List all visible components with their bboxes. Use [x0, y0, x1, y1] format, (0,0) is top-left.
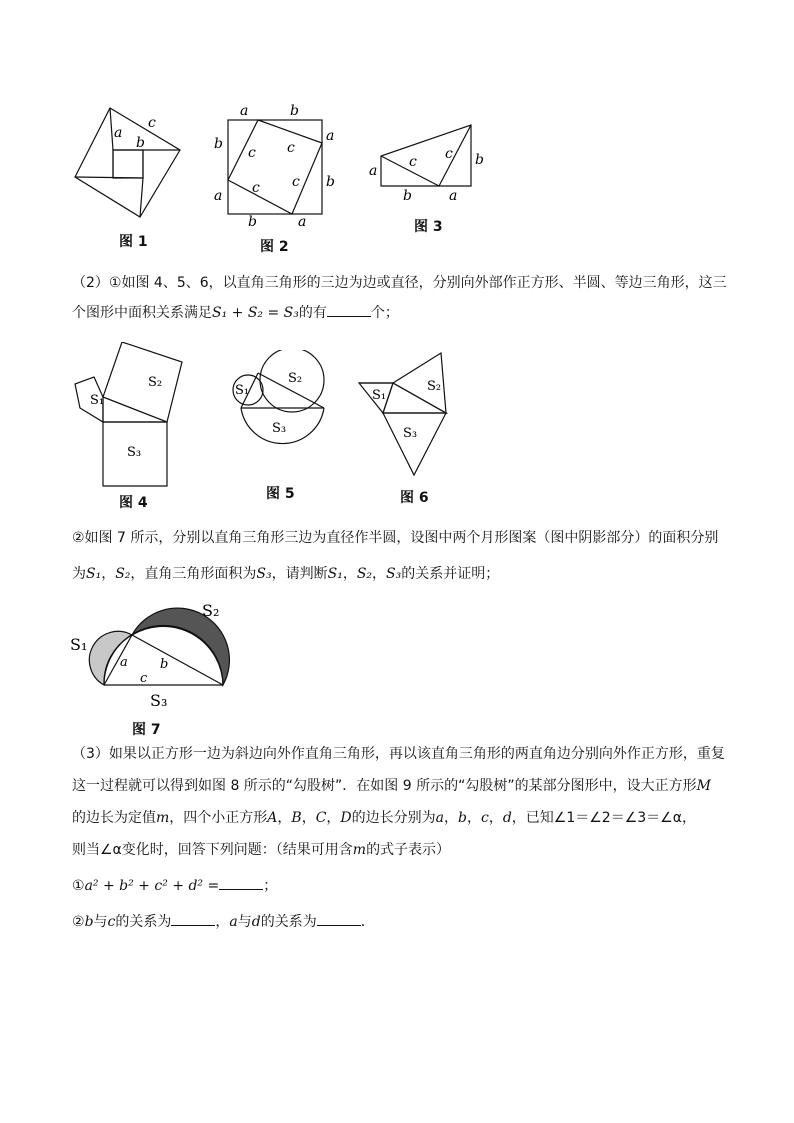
q2-line2-pre: 个图形中面积关系满足: [72, 305, 212, 321]
q2-line2-post: 的有: [298, 305, 327, 321]
q2-answer-blank[interactable]: [327, 304, 371, 317]
fig2-label-c4: c: [292, 174, 300, 190]
q3-line3-d: ，已知∠1＝∠2＝∠3＝∠α，: [511, 810, 696, 826]
q3-sub2-f: ，: [215, 914, 230, 930]
fig2-label-c3: c: [252, 180, 260, 196]
fig7-label-b: b: [160, 657, 169, 672]
fig2-label-right-b: b: [326, 174, 335, 190]
fig2-label-c2: c: [287, 140, 295, 156]
fig5-label-s2: S₂: [288, 371, 303, 386]
q2b-line2-c: ，请判断: [271, 566, 328, 582]
q2b-line2: [72, 564, 499, 584]
fig7-label-s1: S₁: [70, 635, 88, 654]
fig4-label-s3: S₃: [127, 445, 142, 460]
q2b-s3b: S₃: [386, 566, 402, 582]
fig7-label-s2: S₂: [202, 601, 220, 620]
q3-sub1-end: ；: [263, 878, 278, 894]
fig5-caption: 图 5: [266, 486, 295, 502]
fig2-label-left-b: b: [214, 136, 223, 152]
q3-sub2-g: a: [229, 914, 238, 930]
q3-var-M: M: [696, 778, 711, 794]
q3-sub2-a: ②: [72, 914, 85, 930]
q2b-line2-d: 的关系并证明；: [401, 566, 500, 582]
fig2-label-top-b: b: [290, 103, 299, 119]
fig1-label-a: a: [114, 125, 123, 141]
q3-line2-text: 这一过程就可以得到如图 8 所示的“勾股树”．在如图 9 所示的“勾股树”的某部分图形中，设大正方形: [72, 778, 697, 794]
q3-sub2-blank1[interactable]: [171, 913, 215, 926]
fig2-label-top-a: a: [240, 103, 249, 119]
q2b-s1: S₁: [86, 566, 102, 582]
q2-line2-end: 个；: [370, 305, 399, 321]
q3-line4: [72, 840, 450, 860]
fig3-label-c1: c: [409, 154, 417, 170]
q2b-s1b: S₁: [327, 566, 343, 582]
q3-line1: （3）如果以正方形一边为斜边向外作直角三角形，再以该直角三角形的两直角边分别向外作正方形，重复: [72, 746, 725, 762]
q3-sub2-c: 与: [93, 914, 108, 930]
q2b-line2-a: 为: [72, 566, 86, 582]
q3-sub2-e: 的关系为: [115, 914, 172, 930]
fig3-label-bottom-a: a: [449, 188, 458, 204]
q3-line4-text: 则当∠α变化时，回答下列问题：（结果可用含: [72, 842, 353, 858]
q3-var-D: D: [340, 810, 352, 826]
q2b-sep1: ，: [101, 566, 116, 582]
fig3-label-bottom-b: b: [403, 188, 412, 204]
q2-formula: S₁ + S₂ = S₃: [212, 305, 299, 321]
q3-sub1-formula: a² + b² + c² + d² =: [84, 878, 220, 894]
q3-line3: 的边长为定值m，四个小正方形A，B，C，D的边长分别为a，b，c，d，已知∠1＝∠2＝∠3＝∠α，: [72, 810, 696, 826]
q3-var-B: B: [291, 810, 302, 826]
fig6-label-s3: S₃: [403, 426, 418, 441]
q3-line4-m: m: [352, 842, 367, 858]
q2b-sep3: ，: [372, 566, 387, 582]
figure-2: [208, 100, 348, 230]
q3-line3-c: 的边长分别为: [351, 810, 436, 826]
fig7-caption: 图 7: [132, 722, 161, 738]
q2b-s2b: S₂: [356, 566, 373, 582]
q3-line3-a: 的边长为定值: [72, 810, 156, 826]
fig4-label-s1: S₁: [90, 393, 105, 408]
fig1-caption: 图 1: [119, 234, 148, 250]
fig2-label-left-a: a: [214, 188, 223, 204]
fig7-label-a: a: [120, 655, 128, 670]
q2-line1: （2）①如图 4、5、6，以直角三角形的三边为边或直径，分别向外部作正方形、半圆、等边三角形，这三: [72, 275, 727, 291]
q3-sub2-blank2[interactable]: [317, 913, 361, 926]
q2b-line1: ②如图 7 所示，分别以直角三角形三边为直径作半圆，设图中两个月形图案（图中阴影部分）的面积分别: [72, 530, 719, 546]
fig3-label-c2: c: [445, 146, 453, 162]
fig1-label-c: c: [148, 115, 156, 131]
fig2-label-right-a: a: [326, 128, 335, 144]
fig3-label-right-b: b: [475, 152, 484, 168]
figure-3: [363, 118, 493, 208]
q3-sub2-d: c: [107, 914, 116, 930]
fig6-label-s1: S₁: [372, 388, 387, 403]
q3-line2: [72, 776, 711, 796]
q3-var-C: C: [315, 810, 327, 826]
fig2-label-bottom-a: a: [298, 214, 307, 230]
figure-6: [356, 350, 456, 480]
fig7-label-c: c: [140, 671, 148, 686]
fig4-caption: 图 4: [119, 495, 148, 511]
q3-var-m: m: [156, 810, 170, 826]
q2b-s3: S₃: [256, 566, 272, 582]
q3-sub2-b: b: [84, 914, 94, 930]
q3-var-c: c: [480, 810, 489, 826]
q3-sub1: [72, 876, 277, 896]
figure-1: [70, 105, 185, 220]
fig7-label-s3: S₃: [150, 691, 168, 710]
q3-var-d: d: [502, 810, 512, 826]
fig3-label-left-a: a: [369, 163, 378, 179]
fig2-label-bottom-b: b: [248, 214, 257, 230]
q3-sub2-k: ．: [360, 914, 375, 930]
fig5-label-s3: S₃: [272, 421, 287, 436]
fig4-label-s2: S₂: [148, 375, 163, 390]
fig3-caption: 图 3: [414, 219, 443, 235]
fig6-caption: 图 6: [400, 490, 429, 506]
fig2-caption: 图 2: [260, 239, 289, 255]
q3-sub2-h: 与: [237, 914, 252, 930]
fig5-label-s1: S₁: [235, 383, 250, 398]
q3-line4-end: 的式子表示）: [366, 842, 451, 858]
q3-var-a: a: [435, 810, 445, 826]
q3-sub2: [72, 912, 375, 932]
figure-4: [72, 342, 192, 490]
q3-var-b: b: [458, 810, 467, 826]
q3-line3-b: ，四个小正方形: [169, 810, 268, 826]
q2b-line2-b: ，直角三角形面积为: [130, 566, 257, 582]
fig1-label-b: b: [136, 135, 145, 151]
fig2-label-c1: c: [248, 145, 256, 161]
q2b-sep2: ，: [342, 566, 357, 582]
q3-sub2-i: d: [251, 914, 261, 930]
q3-sub1-blank[interactable]: [219, 877, 263, 890]
q2-line2: [72, 303, 399, 323]
q3-var-A: A: [267, 810, 278, 826]
q3-sub1-pre: ①: [72, 878, 85, 894]
figure-7: [68, 598, 238, 716]
figure-5: [228, 350, 338, 462]
q3-sub2-j: 的关系为: [260, 914, 317, 930]
q2b-s2: S₂: [115, 566, 131, 582]
fig6-label-s2: S₂: [427, 379, 442, 394]
